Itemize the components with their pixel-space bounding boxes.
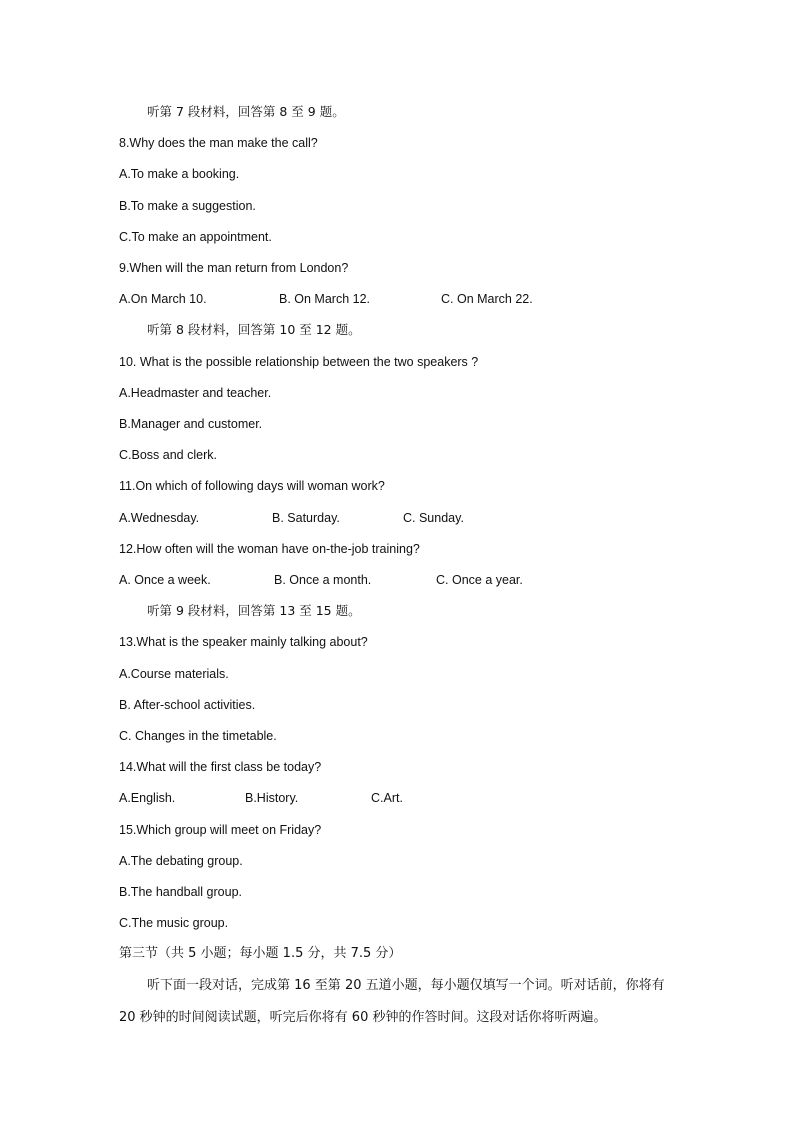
question-8-option-b: B.To make a suggestion. <box>119 199 256 213</box>
question-15-option-a: A.The debating group. <box>119 854 243 868</box>
question-12: 12.How often will the woman have on-the-job training? <box>119 542 420 556</box>
question-15-option-b: B.The handball group. <box>119 885 243 899</box>
question-11-option-a: A.Wednesday. <box>119 511 200 525</box>
question-13: 13.What is the speaker mainly talking about? <box>119 635 368 649</box>
section-heading-7: 听第 7 段材料，回答第 8 至 9 题。 <box>147 104 345 119</box>
question-12-option-c: C. Once a year. <box>436 573 523 587</box>
question-15: 15.Which group will meet on Friday? <box>119 823 322 837</box>
question-11: 11.On which of following days will woman work? <box>119 479 385 493</box>
part-3-instructions: 听下面一段对话，完成第 16 至第 20 五道小题，每小题仅填写一个词。听对话前，你将有 20 秒钟的时间阅读试题，听完后你将有 60 秒钟的作答时间。这段对话你将听两遍。 <box>119 978 665 1025</box>
question-14-option-c: C.Art. <box>371 791 403 805</box>
question-10-option-c: C.Boss and clerk. <box>119 448 217 462</box>
question-14: 14.What will the first class be today? <box>119 760 322 774</box>
question-9-option-a: A.On March 10. <box>119 292 207 306</box>
question-8-option-a: A.To make a booking. <box>119 167 240 181</box>
question-13-option-b: B. After-school activities. <box>119 698 256 712</box>
question-12-option-a: A. Once a week. <box>119 573 211 587</box>
question-10: 10. What is the possible relationship between the two speakers ? <box>119 355 479 369</box>
question-9: 9.When will the man return from London? <box>119 261 349 275</box>
section-heading-9: 听第 9 段材料，回答第 13 至 15 题。 <box>147 603 361 618</box>
question-8: 8.Why does the man make the call? <box>119 136 318 150</box>
question-13-option-c: C. Changes in the timetable. <box>119 729 277 743</box>
question-9-option-c: C. On March 22. <box>441 292 533 306</box>
question-11-option-c: C. Sunday. <box>403 511 464 525</box>
question-10-option-b: B.Manager and customer. <box>119 417 263 431</box>
question-14-option-a: A.English. <box>119 791 176 805</box>
question-15-option-c: C.The music group. <box>119 916 229 930</box>
question-12-option-b: B. Once a month. <box>274 573 372 587</box>
part-3-title: 第三节（共 5 小题；每小题 1.5 分，共 7.5 分） <box>119 946 402 961</box>
section-heading-8: 听第 8 段材料，回答第 10 至 12 题。 <box>147 322 361 337</box>
question-11-option-b: B. Saturday. <box>272 511 340 525</box>
question-9-option-b: B. On March 12. <box>279 292 371 306</box>
question-14-option-b: B.History. <box>245 791 299 805</box>
question-13-option-a: A.Course materials. <box>119 667 229 681</box>
question-8-option-c: C.To make an appointment. <box>119 230 272 244</box>
question-10-option-a: A.Headmaster and teacher. <box>119 386 272 400</box>
